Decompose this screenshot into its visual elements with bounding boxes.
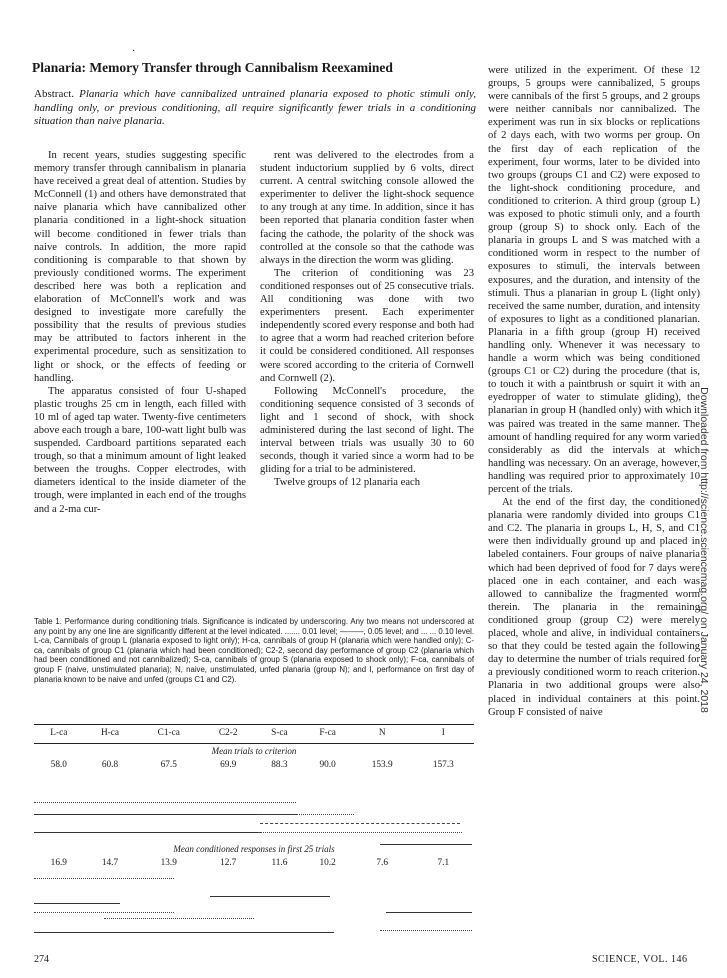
paragraph: rent was delivered to the electrodes from a student inductorium supplied by 6 volts, direct current. A central switching console allowed the experimenter to deliver the light-shock sequence to any trough at any time. In addition, since it has been reported that planaria condition faster when facing the cathode, the polarity of the shock was controlled at the console so that the cathode was always in the direction the worm was gliding. [260,150,474,266]
column-3 [488,64,700,719]
table-caption: Table 1. Performance during conditioning trials. Significance is indicated by underscoring. Any two means not underscored at any point by any one line are significantly different at the level indicated. ....... 0.01 level; ———, 0.05 level; and ... ... 0.10 level. L-ca, Cannibals of group L (planaria exposed to light only); H-ca, cannibals of group H (planaria which were handled only); C-ca, cannibals of group C1 (planaria which had been conditioned); C2-2, second day performance of group C2 (planaria which had been conditioned and not cannibalized); S-ca, cannibals of group S (planaria exposed to shock only); F-ca, cannibals of group F (naive, unstimulated planaria); N, naive, unstimulated, unfed planaria (group N); and I, performance on first day of planaria known to be naive and unfed (groups C1 and C2). [34,617,474,684]
significance-line [34,912,174,913]
paragraph: Following McConnell's procedure, the conditioning sequence consisted of 3 seconds of light and 1 second of shock, with shock administered during the last second of light. The interval between trials was usually 30 to 60 seconds, though it varied since a worm had to be gliding for a trial to be administered. [260,385,474,476]
column-1 [34,149,246,516]
paragraph: The criterion of conditioning was 23 conditioned responses out of 25 consecutive trials. All conditioning was done with two experimenters present. Each experimenter independently scored every response and both had to agree that a worm had reached criterion before it could be considered conditioned. All responses were scored according to the criteria of Cornwell and Cornwell (2). [260,267,474,384]
table-cell: 11.6 [271,858,288,868]
table-cell: 58.0 [50,760,67,770]
table-cell: 67.5 [160,760,177,770]
significance-line [104,918,254,919]
paragraph: At the end of the first day, the conditioned planaria were randomly divided into groups C1 and C2. The planaria in groups L, H, S, and C1 were then individually ground up and placed in labeled containers. Four groups of naive planaria which had been deprived of food for 7 days were placed one in each container, and each was allowed to cannibalize the fragmented worm therein. The planaria in the remaining conditioned group (group C2) were merely placed, whole and alive, in individual containers so that they could be tested again the following day to determine the number of trials required for a previously conditioned worm to reach criterion. Planaria in two additional groups were also placed in individual containers at this point. Group F consisted of naive [488,497,700,718]
table-header-cell: C1-ca [136,725,201,744]
table-header-cell: L-ca [34,725,84,744]
stray-mark: · [132,46,136,57]
table-cell: 16.9 [50,858,67,868]
results-table [34,724,474,870]
paragraph: were utilized in the experiment. Of these 12 groups, 5 groups were cannibalized, 5 groups were cannibals of the first 5 groups, and 2 groups were neither cannibals nor cannibalized. The experiment was run in six blocks or replications of 2 days each, with two worms per group. On the first day of each replication of the experiment, four worms, later to be divided into two groups (groups C1 and C2) were exposed to the light-shock conditioning procedure, and conditioned to criterion. A third group (group L) was exposed to photic stimuli only, and a fourth group (group S) to shock only. Each of the planaria in groups L and S was matched with a conditioned worm in respect to the number of exposures to stimuli, the intervals between exposures, and the duration, and intensity of the stimuli. Thus a planarian in group L (light only) received the same number, duration, and intensity of exposures to light as a conditioned planarian. Planaria in a fifth group (group H) received handling only. Whenever it was necessary to handle a worm which was being conditioned (groups C1 or C2) during the procedure (that is, to touch it with a paintbrush or squirt it with an eyedropper of water to stimulate gliding), the planarian in group H (handled only) with which it was paired was treated in the same manner. The amount of handling required for any worm varied considerably as did the intervals at which handling was necessary. On an average, however, handling was required prior to approximately 10 percent of the trials. [488,65,700,495]
table-header-row [34,725,474,744]
table-header-cell: I [413,725,474,744]
table-cell: 157.3 [432,760,454,770]
significance-line [386,912,472,913]
significance-line [34,832,262,833]
significance-line [380,844,472,845]
table-cell: 69.9 [220,760,237,770]
significance-line [34,932,334,933]
table-cell: 7.6 [376,858,388,868]
table-header-cell: S-ca [255,725,303,744]
table-header-cell: N [352,725,413,744]
page-number: 274 [34,954,49,965]
table-cell: 90.0 [319,760,336,770]
table-section-row [34,744,474,759]
table-cell: 60.8 [101,760,119,770]
significance-line [34,878,174,879]
table-cell: 88.3 [271,760,288,770]
table-header-cell: C2-2 [201,725,255,744]
abstract-label: Abstract. [34,88,75,100]
table-section-label: Mean conditioned responses in first 25 trials [173,844,335,854]
table-cell: 153.9 [371,760,393,770]
table-cell: 10.2 [319,858,336,868]
significance-line [258,832,462,833]
table-row [34,758,474,772]
paragraph: Twelve groups of 12 planaria each [274,477,421,489]
table-cell: 13.9 [160,858,177,868]
article-title: Planaria: Memory Transfer through Cannibalism Reexamined [32,60,393,75]
table-cell: 14.7 [101,858,119,868]
paragraph: The apparatus consisted of four U-shaped plastic troughs 25 cm in length, each filled with 10 ml of aged tap water. Twenty-five centimeters above each trough a bare, 100-watt light bulb was suspended. Cardboard partitions separated each trough, so that a minimum amount of light leaked between the troughs. Copper electrodes, with diameters identical to the inside diameter of the trough, were implanted in each end of the troughs and a 2-ma cur- [34,385,246,515]
download-watermark [690,340,718,760]
significance-line [258,814,354,815]
abstract [34,88,476,129]
significance-line [210,896,330,897]
table-cell: 12.7 [220,858,237,868]
abstract-text: Planaria which have cannibalized untrained planaria exposed to photic stimuli only, handling only, or previous conditioning, all require significantly fewer trials in a conditioning situation than naive planaria. [34,88,477,127]
significance-line [260,823,460,824]
table-row [34,856,474,870]
significance-line [380,930,472,931]
significance-line [34,903,120,904]
table-header-cell: H-ca [84,725,137,744]
table-section-label: Mean trials to criterion [211,746,297,756]
download-watermark-text: Downloaded from http://science.sciencemag.org/ on January 24, 2018 [698,387,710,713]
paragraph: In recent years, studies suggesting specific memory transfer through cannibalism in planaria have received a great deal of attention. Studies by McConnell (1) and others have demonstrated that naive planaria which have cannibalized other planaria conditioned in a light-shock situation will become conditioned in fewer trials than naive controls. In addition, the more rapid conditioning is comparable to that shown by previously conditioned worms. The experiment described here was both a replication and elaboration of McConnell's work and was designed to investigate more carefully the possibility that the results of previous studies may be attributed to factors inherent in the experimental procedure, such as sensitization to light or shock, or the effects of feeding or handling. [34,150,246,384]
significance-line [34,802,296,803]
column-2 [260,149,474,489]
table-header-cell: F-ca [304,725,352,744]
table-cell: 7.1 [437,858,450,868]
journal-footer: SCIENCE, VOL. 146 [592,954,688,965]
